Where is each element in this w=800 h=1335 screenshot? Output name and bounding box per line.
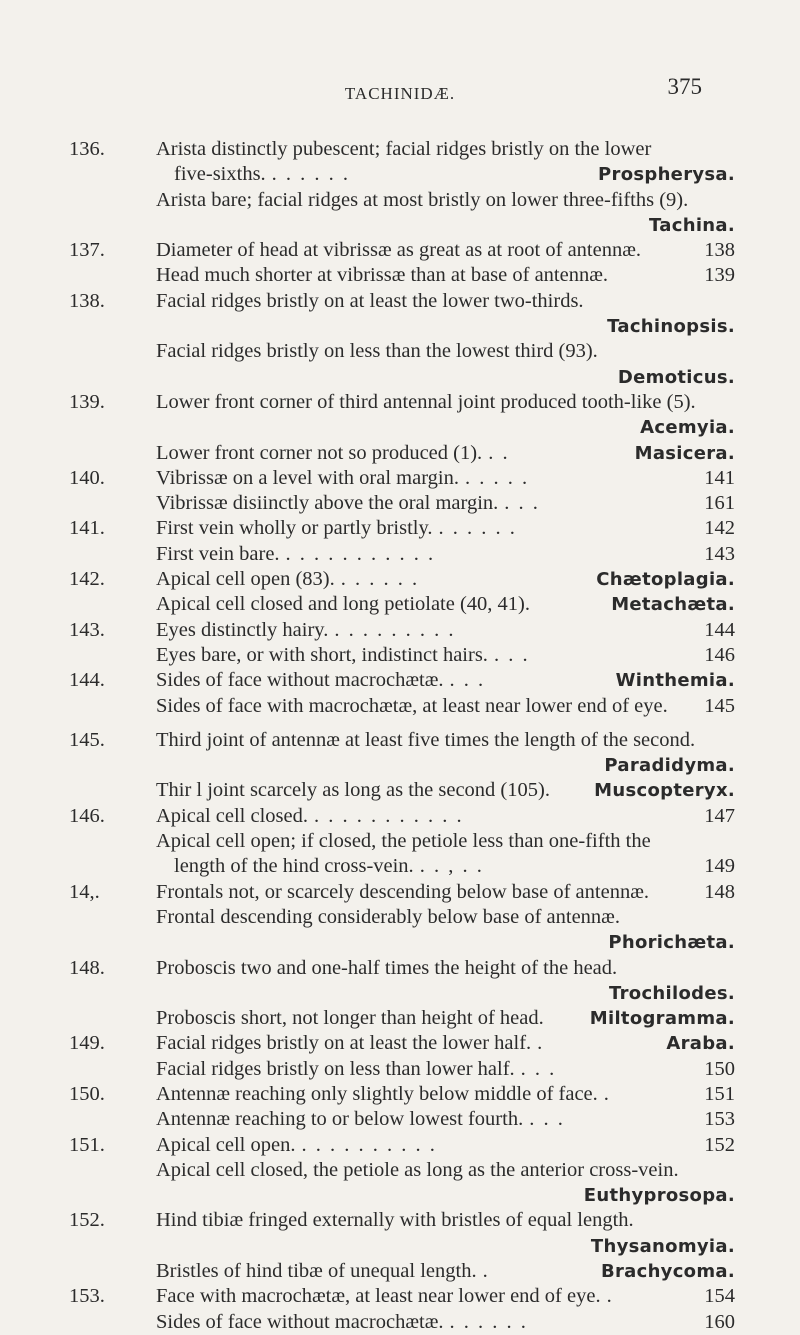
couplet-text: Eyes bare, or with short, indistinct hairs. (156, 643, 488, 666)
key-couplet-line (156, 1031, 735, 1056)
key-couplet-line (156, 1082, 735, 1107)
couplet-text: Lower front corner not so produced (1). (156, 441, 483, 464)
key-entry (69, 618, 735, 669)
key-couplet-line (156, 930, 735, 955)
key-couplet-line (156, 854, 735, 879)
key-couplet-line (156, 466, 735, 491)
key-entry (69, 956, 735, 1032)
key-couplet-line (156, 263, 735, 288)
key-couplet-line (156, 1107, 735, 1132)
key-couplet-line (156, 804, 735, 829)
key-couplet-line (156, 753, 735, 778)
leader-dots: . . . . . (465, 466, 530, 489)
key-couplet-line (156, 289, 735, 314)
couplet-reference[interactable]: 152 (704, 1133, 735, 1156)
couplet-text: Apical cell open; if closed, the petiole less than one-fifth the (156, 830, 651, 853)
couplet-text: Hind tibiæ fringed externally with bristles of equal length. (156, 1209, 634, 1232)
couplet-text: Apical cell open (83). (156, 568, 335, 591)
entry-number: 144. (69, 669, 105, 692)
entry-number: 149. (69, 1032, 105, 1055)
couplet-text: Arista bare; facial ridges at most bristly on lower three-fifths (9). (156, 188, 689, 211)
leader-dots: . . . (529, 1108, 565, 1131)
couplet-reference[interactable]: 154 (704, 1285, 735, 1308)
entry-number: 139. (69, 390, 105, 413)
leader-dots: . . . . . . (449, 1310, 528, 1333)
key-couplet-line (156, 1284, 735, 1309)
genus-name: Winthemia. (615, 670, 735, 692)
key-couplet-line (156, 339, 735, 364)
key-couplet-line (156, 1133, 735, 1158)
leader-dots: . . . . . . . . . . . (285, 542, 436, 565)
key-couplet-line (156, 567, 735, 592)
key-couplet-line (156, 1006, 735, 1031)
couplet-text: Lower front corner of third antennal joint produced tooth-like (5). (156, 390, 696, 413)
leader-dots: . (603, 1082, 611, 1105)
couplet-reference[interactable]: 147 (704, 804, 735, 827)
key-entry (69, 137, 735, 238)
key-entry (69, 390, 735, 466)
entry-number: 138. (69, 289, 105, 312)
key-couplet-line (156, 1057, 735, 1082)
entry-number: 145. (69, 728, 105, 751)
couplet-reference[interactable]: 138 (704, 239, 735, 262)
entry-number: 151. (69, 1133, 105, 1156)
entry-number: 150. (69, 1082, 105, 1105)
couplet-text: Proboscis short, not longer than height of head. (156, 1007, 544, 1030)
leader-dots: . (537, 1032, 545, 1055)
key-couplet-line (156, 1259, 735, 1284)
leader-dots: . (606, 1285, 614, 1308)
couplet-reference[interactable]: 143 (704, 542, 735, 565)
key-couplet-line (156, 643, 735, 668)
genus-name: Acemyia. (640, 417, 735, 439)
key-couplet-line (156, 390, 735, 415)
key-entry (69, 804, 735, 880)
key-entry (69, 1082, 735, 1133)
couplet-text: Sides of face with macrochætæ, at least near lower end of eye. (156, 694, 668, 717)
key-couplet-line (156, 956, 735, 981)
genus-name: Masicera. (634, 442, 735, 464)
entry-number: 153. (69, 1285, 105, 1308)
leader-dots: . . . (449, 669, 486, 692)
couplet-text: Face with macrochætæ, at least near lower end of eye. (156, 1285, 601, 1308)
entry-number: 142. (69, 568, 105, 591)
couplet-text: Vibrissæ on a level with oral margin. (156, 466, 459, 489)
leader-dots: . . . (504, 492, 540, 515)
genus-name: Paradidyma. (604, 755, 735, 777)
couplet-text: Sides of face without macrochætæ. (156, 1310, 444, 1333)
couplet-text: Apical cell closed, the petiole as long as the anterior cross-vein. (156, 1158, 679, 1181)
couplet-reference[interactable]: 141 (704, 466, 735, 489)
key-entry (69, 238, 735, 289)
couplet-text: First vein bare. (156, 542, 280, 565)
couplet-text: Apical cell open. (156, 1133, 296, 1156)
key-couplet-line (156, 778, 735, 803)
key-couplet-line (156, 188, 735, 213)
leader-dots: . (482, 1260, 490, 1283)
couplet-reference[interactable]: 151 (704, 1082, 735, 1105)
key-couplet-line (156, 516, 735, 541)
key-entry (69, 516, 735, 567)
genus-name: Metachæta. (611, 594, 735, 616)
couplet-text: length of the hind cross-vein. (174, 855, 414, 878)
genus-name: Prospherysa. (598, 164, 735, 186)
couplet-text: Thir l joint scarcely as long as the second (105). (156, 779, 550, 802)
couplet-text: Facial ridges bristly on at least the lower half. (156, 1032, 532, 1055)
key-couplet-line (156, 829, 735, 854)
genus-name: Phorichæta. (608, 932, 735, 954)
running-head (0, 68, 800, 103)
couplet-text: Antennæ reaching only slightly below middle of face. (156, 1082, 598, 1105)
key-couplet-line (156, 1183, 735, 1208)
couplet-text: Apical cell closed. (156, 804, 308, 827)
key-couplet-line (156, 137, 735, 162)
genus-name: Chætoplagia. (596, 569, 735, 591)
leader-dots: . . . . . . (438, 517, 517, 540)
key-entry (69, 289, 735, 390)
couplet-reference[interactable]: 139 (704, 264, 735, 287)
couplet-reference[interactable]: 142 (704, 517, 735, 540)
leader-dots: . . , . . (419, 855, 484, 878)
entry-number: 143. (69, 618, 105, 641)
couplet-text: Sides of face without macrochætæ. (156, 669, 444, 692)
genus-name: Tachinopsis. (607, 316, 735, 338)
entry-number: 140. (69, 466, 105, 489)
key-entry (69, 1031, 735, 1082)
key-couplet-line (156, 728, 735, 753)
couplet-text: Third joint of antennæ at least five times the length of the second. (156, 728, 696, 751)
key-couplet-line (156, 1234, 735, 1259)
entry-number: 141. (69, 517, 105, 540)
genus-name: Muscopteryx. (594, 780, 735, 802)
key-entry (69, 1208, 735, 1284)
couplet-reference[interactable]: 150 (704, 1057, 735, 1080)
key-couplet-line (156, 618, 735, 643)
key-entry (69, 1284, 735, 1335)
key-couplet-line (156, 415, 735, 440)
key-couplet-line (156, 592, 735, 617)
genus-name: Araba. (666, 1033, 735, 1055)
couplet-text: Facial ridges bristly on less than lower half. (156, 1057, 515, 1080)
running-title: TACHINIDÆ. (344, 84, 456, 103)
key-entry (69, 1133, 735, 1209)
key-couplet-line (156, 1310, 735, 1335)
couplet-text: First vein wholly or partly bristly. (156, 517, 433, 540)
key-couplet-line (156, 441, 735, 466)
key-couplet-line (156, 905, 735, 930)
key-entries (69, 137, 735, 1335)
key-couplet-line (156, 314, 735, 339)
couplet-text: Frontal descending considerably below base of antennæ. (156, 905, 620, 928)
key-couplet-line (156, 1158, 735, 1183)
couplet-reference[interactable]: 149 (704, 855, 735, 878)
leader-dots: . . . . . . (271, 163, 351, 186)
couplet-text: Arista distinctly pubescent; facial ridges bristly on the lower (156, 138, 652, 160)
couplet-text: Diameter of head at vibrissæ as great as at root of antennæ. (156, 239, 642, 262)
genus-name: Brachycoma. (600, 1261, 735, 1283)
page-number: 375 (667, 74, 702, 99)
key-entry (69, 880, 735, 956)
entry-number: 148. (69, 956, 105, 979)
key-couplet-line (156, 162, 735, 187)
entry-number: 137. (69, 239, 105, 262)
couplet-text: five-sixths. (174, 163, 266, 186)
couplet-text: Bristles of hind tibæ of unequal length. (156, 1260, 477, 1283)
key-couplet-line (156, 542, 735, 567)
key-couplet-line (156, 365, 735, 390)
entry-number: 136. (69, 138, 105, 160)
genus-name: Miltogramma. (589, 1008, 735, 1030)
genus-name: Euthyprosopa. (583, 1185, 735, 1207)
leader-dots: . . (488, 441, 510, 464)
couplet-text: Apical cell closed and long petiolate (40, 41). (156, 593, 531, 616)
couplet-text: Facial ridges bristly on less than the lowest third (93). (156, 340, 598, 363)
key-entry (69, 466, 735, 517)
key-couplet-line (156, 491, 735, 516)
leader-dots: . . . (493, 643, 530, 666)
key-entry (69, 567, 735, 618)
couplet-text: Antennæ reaching to or below lowest fourth. (156, 1108, 524, 1131)
couplet-text: Head much shorter at vibrissæ than at base of antennæ. (156, 264, 609, 287)
key-entry (69, 668, 735, 719)
leader-dots: . . . . . . . . . . (301, 1133, 437, 1156)
genus-name: Trochilodes. (609, 982, 735, 1004)
couplet-reference[interactable]: 145 (704, 694, 735, 717)
key-couplet-line (156, 694, 735, 719)
key-couplet-line (156, 238, 735, 263)
key-entry (69, 728, 735, 804)
entry-number: 152. (69, 1209, 105, 1232)
couplet-reference[interactable]: 160 (704, 1310, 735, 1333)
couplet-text: Frontals not, or scarcely descending below base of antennæ. (156, 880, 650, 903)
key-couplet-line (156, 1208, 735, 1233)
key-couplet-line (156, 981, 735, 1006)
couplet-text: Vibrissæ disiinctly above the oral margin. (156, 492, 499, 515)
couplet-text: Eyes distinctly hairy. (156, 618, 329, 641)
leader-dots: . . . . . . . . . . . (313, 804, 464, 827)
key-couplet-line (156, 668, 735, 693)
key-couplet-line (156, 213, 735, 238)
couplet-text: Proboscis two and one-half times the height of the head. (156, 956, 618, 979)
genus-name: Demoticus. (617, 366, 735, 388)
leader-dots: . . . . . . (340, 568, 420, 591)
couplet-reference[interactable]: 144 (704, 618, 735, 641)
genus-name: Tachina. (649, 214, 735, 236)
leader-dots: . . . (520, 1057, 557, 1080)
leader-dots: . . . . . . . . . (334, 618, 456, 641)
couplet-reference[interactable]: 146 (704, 643, 735, 666)
couplet-reference[interactable]: 153 (704, 1108, 735, 1131)
entry-number: 146. (69, 804, 105, 827)
entry-number: 14,. (69, 880, 100, 903)
genus-name: Thysanomyia. (590, 1235, 735, 1257)
key-couplet-line (156, 880, 735, 905)
couplet-text: Facial ridges bristly on at least the lower two-thirds. (156, 289, 584, 312)
couplet-reference[interactable]: 148 (704, 880, 735, 903)
couplet-reference[interactable]: 161 (704, 492, 735, 515)
